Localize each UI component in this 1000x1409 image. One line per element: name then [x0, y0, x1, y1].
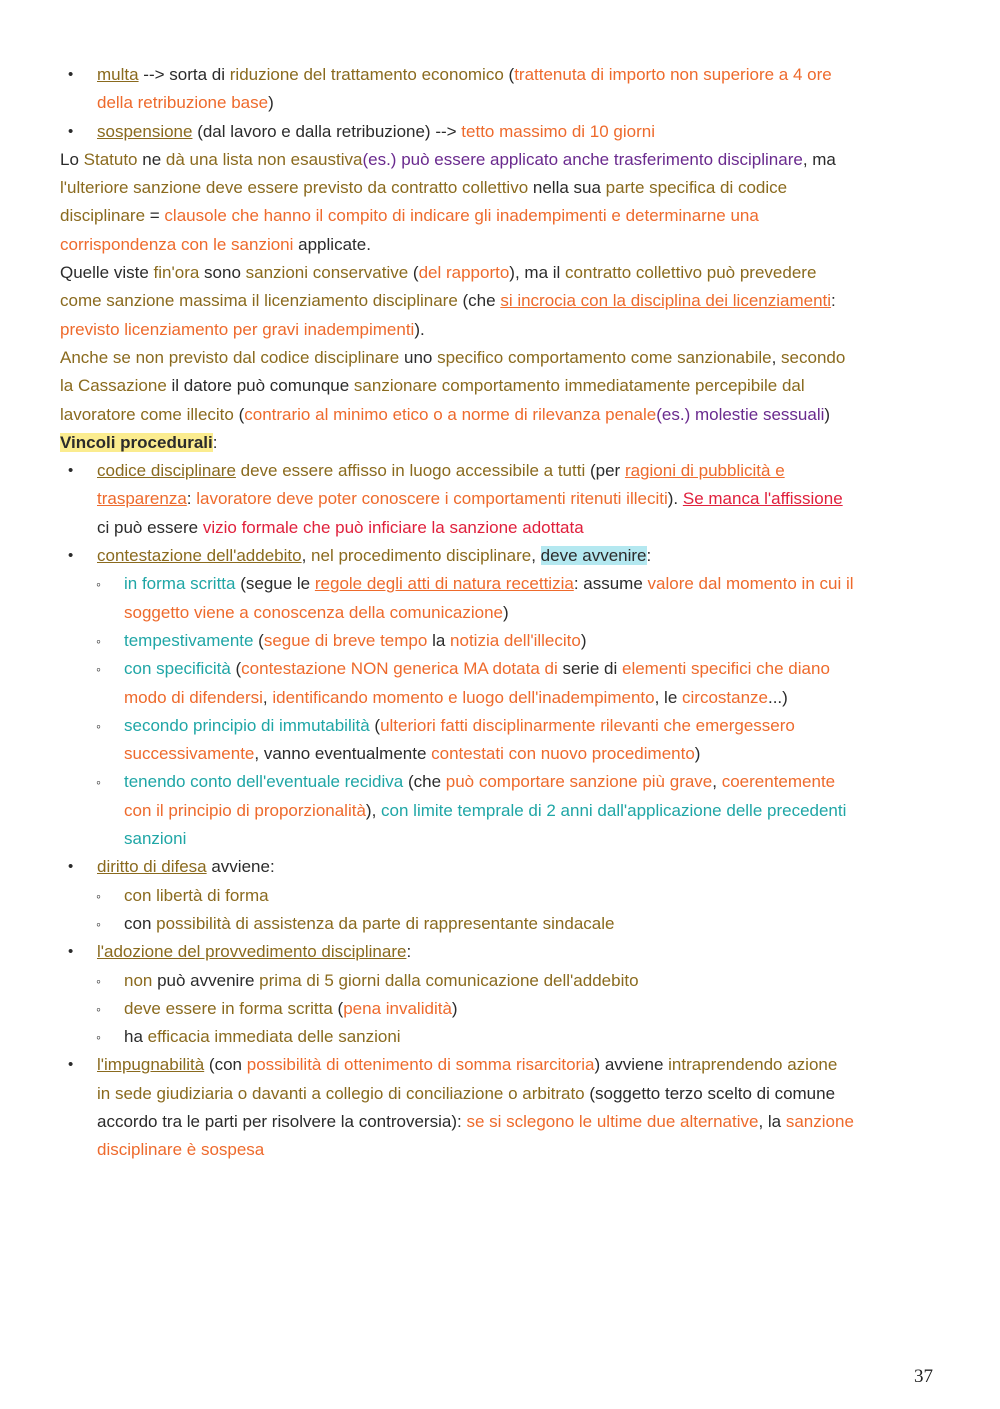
- text-span: (segue le: [235, 574, 315, 594]
- text-span: secondo principio di immutabilità: [124, 715, 370, 735]
- text-span: disciplinare è sospesa: [97, 1140, 265, 1160]
- sub-bullet-item: [60, 655, 940, 683]
- sub-bullet-item: [60, 882, 940, 910]
- text-span: sono: [199, 263, 246, 283]
- text-span: tenendo conto dell'eventuale recidiva: [124, 772, 404, 792]
- text-span: pena invalidità: [343, 998, 452, 1018]
- text-line: [60, 1136, 940, 1164]
- sub-bullet-item: [60, 1023, 940, 1051]
- text-span: elementi specifici che diano: [622, 659, 830, 679]
- text-span: può comportare sanzione più grave: [445, 772, 713, 792]
- text-span: se si sclegono le ultime due alternative: [466, 1111, 759, 1131]
- text-span: : assume: [573, 574, 648, 594]
- text-span: lavoratore come illecito: [60, 404, 234, 424]
- text-span: con specificità: [124, 659, 231, 679]
- text-span: (soggetto terzo scelto di comune: [584, 1083, 836, 1103]
- text-span: modo di difendersi: [124, 687, 263, 707]
- text-span: parte specifica di codice: [605, 178, 788, 198]
- text-line: [60, 231, 940, 259]
- text-span: tetto massimo di 10 giorni: [461, 121, 655, 141]
- text-span: , ma: [802, 149, 836, 169]
- text-line: [60, 372, 940, 400]
- text-span: può avvenire: [152, 970, 260, 990]
- text-span: l'adozione del provvedimento disciplinare: [97, 942, 407, 962]
- text-span: trattenuta di importo non superiore a 4 ore: [514, 65, 832, 84]
- text-span: ,: [301, 546, 312, 566]
- text-span: previsto licenziamento per gravi inadempimenti: [60, 319, 415, 339]
- text-span: ulteriori fatti disciplinarmente rilevanti che emergessero: [380, 715, 795, 735]
- bullet-item: [60, 1051, 940, 1079]
- text-span: , vanno eventualmente: [254, 744, 432, 764]
- text-span: , la: [758, 1111, 786, 1131]
- text-span: con il principio di proporzionalità: [124, 800, 366, 820]
- text-span: vizio formale che può inficiare la sanzione adottata: [202, 517, 584, 537]
- text-span: ),: [365, 800, 382, 820]
- text-span: deve avvenire: [540, 546, 647, 566]
- bullet-item: [60, 61, 940, 89]
- bullet-item: [60, 938, 940, 966]
- text-span: (es.) può essere applicato anche trasferimento disciplinare: [362, 149, 803, 169]
- text-span: in sede giudiziaria o davanti a collegio di conciliazione o arbitrato: [97, 1083, 585, 1103]
- text-line: [60, 89, 940, 117]
- text-span: ).: [667, 489, 683, 509]
- text-span: ): [824, 404, 831, 424]
- text-span: Quelle viste: [60, 263, 154, 283]
- text-span: coerentemente: [721, 772, 836, 792]
- text-span: uno: [399, 347, 438, 367]
- text-span: --> sorta di: [138, 65, 230, 84]
- document-page: [60, 61, 940, 1165]
- text-span: (: [253, 630, 264, 650]
- text-span: soggetto viene a conoscenza della comunicazione: [124, 602, 503, 622]
- text-span: Anche se non previsto dal codice disciplinare: [60, 347, 400, 367]
- text-span: ).: [414, 319, 425, 339]
- text-line: [60, 259, 940, 287]
- text-span: contratto collettivo può prevedere: [565, 263, 817, 283]
- text-line: [60, 485, 940, 513]
- text-line: [60, 684, 940, 712]
- text-span: sanzionare comportamento immediatamente percepibile dal: [353, 376, 805, 396]
- text-line: [60, 174, 940, 202]
- text-span: codice disciplinare: [97, 461, 236, 481]
- text-span: multa: [97, 65, 139, 84]
- text-span: non: [124, 970, 153, 990]
- text-span: contestazione NON generica MA dotata di: [241, 659, 558, 679]
- text-span: lavoratore deve poter conoscere i comportamenti ritenuti illeciti: [196, 489, 668, 509]
- text-span: diritto di difesa: [97, 857, 207, 877]
- text-span: ,: [531, 546, 541, 566]
- text-span: identificando momento e luogo dell'inadempimento: [272, 687, 655, 707]
- text-span: si incrocia con la disciplina dei licenziamenti: [500, 291, 832, 311]
- text-span: ragioni di pubblicità e: [624, 461, 785, 481]
- text-span: in forma scritta: [124, 574, 236, 594]
- text-span: segue di breve tempo: [263, 630, 428, 650]
- text-span: possibilità di ottenimento di somma risarcitoria: [246, 1055, 595, 1075]
- text-span: sospensione: [97, 121, 193, 141]
- text-span: il datore può comunque: [166, 376, 354, 396]
- text-span: ne: [137, 149, 166, 169]
- text-span: la: [427, 630, 451, 650]
- text-span: (: [503, 65, 515, 84]
- text-span: ci può essere: [97, 517, 203, 537]
- text-span: (per: [585, 461, 625, 481]
- text-span: fin'ora: [153, 263, 200, 283]
- text-span: contestazione dell'addebito: [97, 546, 302, 566]
- text-span: clausole che hanno il compito di indicare gli inadempimenti e determinarne una: [164, 206, 759, 226]
- text-line: [60, 429, 940, 457]
- text-span: ,: [712, 772, 722, 792]
- text-span: accordo tra le parti per risolvere la controversia):: [97, 1111, 467, 1131]
- text-span: sanzioni: [124, 829, 187, 849]
- text-span: circostanze: [682, 687, 768, 707]
- text-line: [60, 1108, 940, 1136]
- text-span: :: [831, 291, 836, 311]
- text-span: possibilità di assistenza da parte di rappresentante sindacale: [156, 913, 615, 933]
- text-span: (: [332, 998, 344, 1018]
- text-line: [60, 1080, 940, 1108]
- text-span: come sanzione massima il licenziamento disciplinare: [60, 291, 458, 311]
- text-span: :: [646, 546, 652, 566]
- text-span: , le: [654, 687, 682, 707]
- text-span: applicate.: [293, 234, 371, 254]
- text-span: Se manca l'affissione: [682, 489, 843, 509]
- sub-bullet-item: [60, 627, 940, 655]
- text-span: contrario al minimo etico o a norme di rilevanza penale: [244, 404, 657, 424]
- bullet-item: [60, 457, 940, 485]
- bullet-item: [60, 853, 940, 881]
- text-span: specifico comportamento come sanzionabile: [437, 347, 772, 367]
- text-line: [60, 514, 940, 542]
- text-line: [60, 344, 940, 372]
- sub-bullet-item: [60, 995, 940, 1023]
- text-span: ): [580, 630, 587, 650]
- text-span: efficacia immediata delle sanzioni: [147, 1027, 401, 1047]
- text-span: (che: [403, 772, 446, 792]
- text-line: [60, 202, 940, 230]
- text-line: [60, 825, 940, 853]
- text-span: (: [233, 404, 245, 424]
- text-span: l'ulteriore sanzione deve essere previsto da contratto collettivo: [60, 178, 529, 198]
- text-span: deve essere affisso in luogo accessibile a tutti: [235, 461, 586, 481]
- text-span: :: [212, 432, 218, 452]
- text-span: secondo: [781, 347, 846, 367]
- text-line: [60, 287, 940, 315]
- text-span: ): [502, 602, 509, 622]
- text-span: serie di: [557, 659, 622, 679]
- text-span: disciplinare: [60, 206, 146, 226]
- sub-bullet-item: [60, 967, 940, 995]
- text-line: [60, 316, 940, 344]
- text-span: ha: [124, 1027, 148, 1047]
- text-span: =: [145, 206, 165, 226]
- text-span: con libertà di forma: [124, 885, 269, 905]
- text-span: della retribuzione base: [97, 93, 269, 113]
- text-span: corrispondenza con le sanzioni: [60, 234, 294, 254]
- text-span: (che: [457, 291, 501, 311]
- text-span: Statuto: [83, 149, 138, 169]
- text-span: ): [694, 744, 701, 764]
- bullet-item: [60, 542, 940, 570]
- text-line: [60, 401, 940, 429]
- sub-bullet-item: [60, 570, 940, 598]
- text-span: :: [406, 942, 412, 962]
- text-span: con limite temprale di 2 anni dall'applicazione delle precedenti: [381, 800, 847, 820]
- text-span: la Cassazione: [60, 376, 167, 396]
- text-span: tempestivamente: [124, 630, 254, 650]
- text-span: contestati con nuovo procedimento: [431, 744, 695, 764]
- text-span: sanzione: [785, 1111, 854, 1131]
- text-span: (: [369, 715, 381, 735]
- text-span: sanzioni conservative: [245, 263, 409, 283]
- text-span: regole degli atti di natura recettizia: [314, 574, 574, 594]
- text-span: deve essere in forma scritta: [124, 998, 333, 1018]
- sub-bullet-item: [60, 910, 940, 938]
- text-span: Vincoli procedurali: [60, 432, 213, 452]
- text-span: avviene:: [206, 857, 275, 877]
- text-span: nella sua: [528, 178, 606, 198]
- text-span: (dal lavoro e dalla retribuzione) -->: [192, 121, 462, 141]
- text-span: ,: [771, 347, 782, 367]
- text-span: riduzione del trattamento economico: [229, 65, 504, 84]
- text-span: (: [408, 263, 419, 283]
- text-span: :: [186, 489, 197, 509]
- page-number: 37: [914, 1366, 933, 1387]
- text-span: prima di 5 giorni dalla comunicazione dell'addebito: [259, 970, 639, 990]
- text-line: [60, 797, 940, 825]
- text-span: intraprendendo azione: [668, 1055, 838, 1075]
- text-span: ) avviene: [594, 1055, 669, 1075]
- text-span: del rapporto: [418, 263, 510, 283]
- text-span: (: [230, 659, 242, 679]
- text-span: nel procedimento disciplinare: [311, 546, 532, 566]
- text-span: dà una lista non esaustiva: [165, 149, 363, 169]
- text-line: [60, 599, 940, 627]
- text-line: [60, 740, 940, 768]
- text-span: valore dal momento in cui il: [647, 574, 854, 594]
- text-span: ...): [767, 687, 788, 707]
- text-span: (es.) molestie sessuali: [656, 404, 825, 424]
- sub-bullet-item: [60, 768, 940, 796]
- text-span: successivamente: [124, 744, 255, 764]
- text-span: ): [268, 93, 274, 113]
- sub-bullet-item: [60, 712, 940, 740]
- text-span: ,: [262, 687, 273, 707]
- text-span: notizia dell'illecito: [450, 630, 581, 650]
- text-span: con: [124, 913, 157, 933]
- text-span: l'impugnabilità: [97, 1055, 205, 1075]
- text-span: trasparenza: [97, 489, 187, 509]
- text-span: ), ma il: [509, 263, 566, 283]
- text-span: Lo: [60, 149, 84, 169]
- bullet-item: [60, 118, 940, 146]
- text-span: ): [451, 998, 458, 1018]
- text-span: (con: [204, 1055, 247, 1075]
- text-line: [60, 146, 940, 174]
